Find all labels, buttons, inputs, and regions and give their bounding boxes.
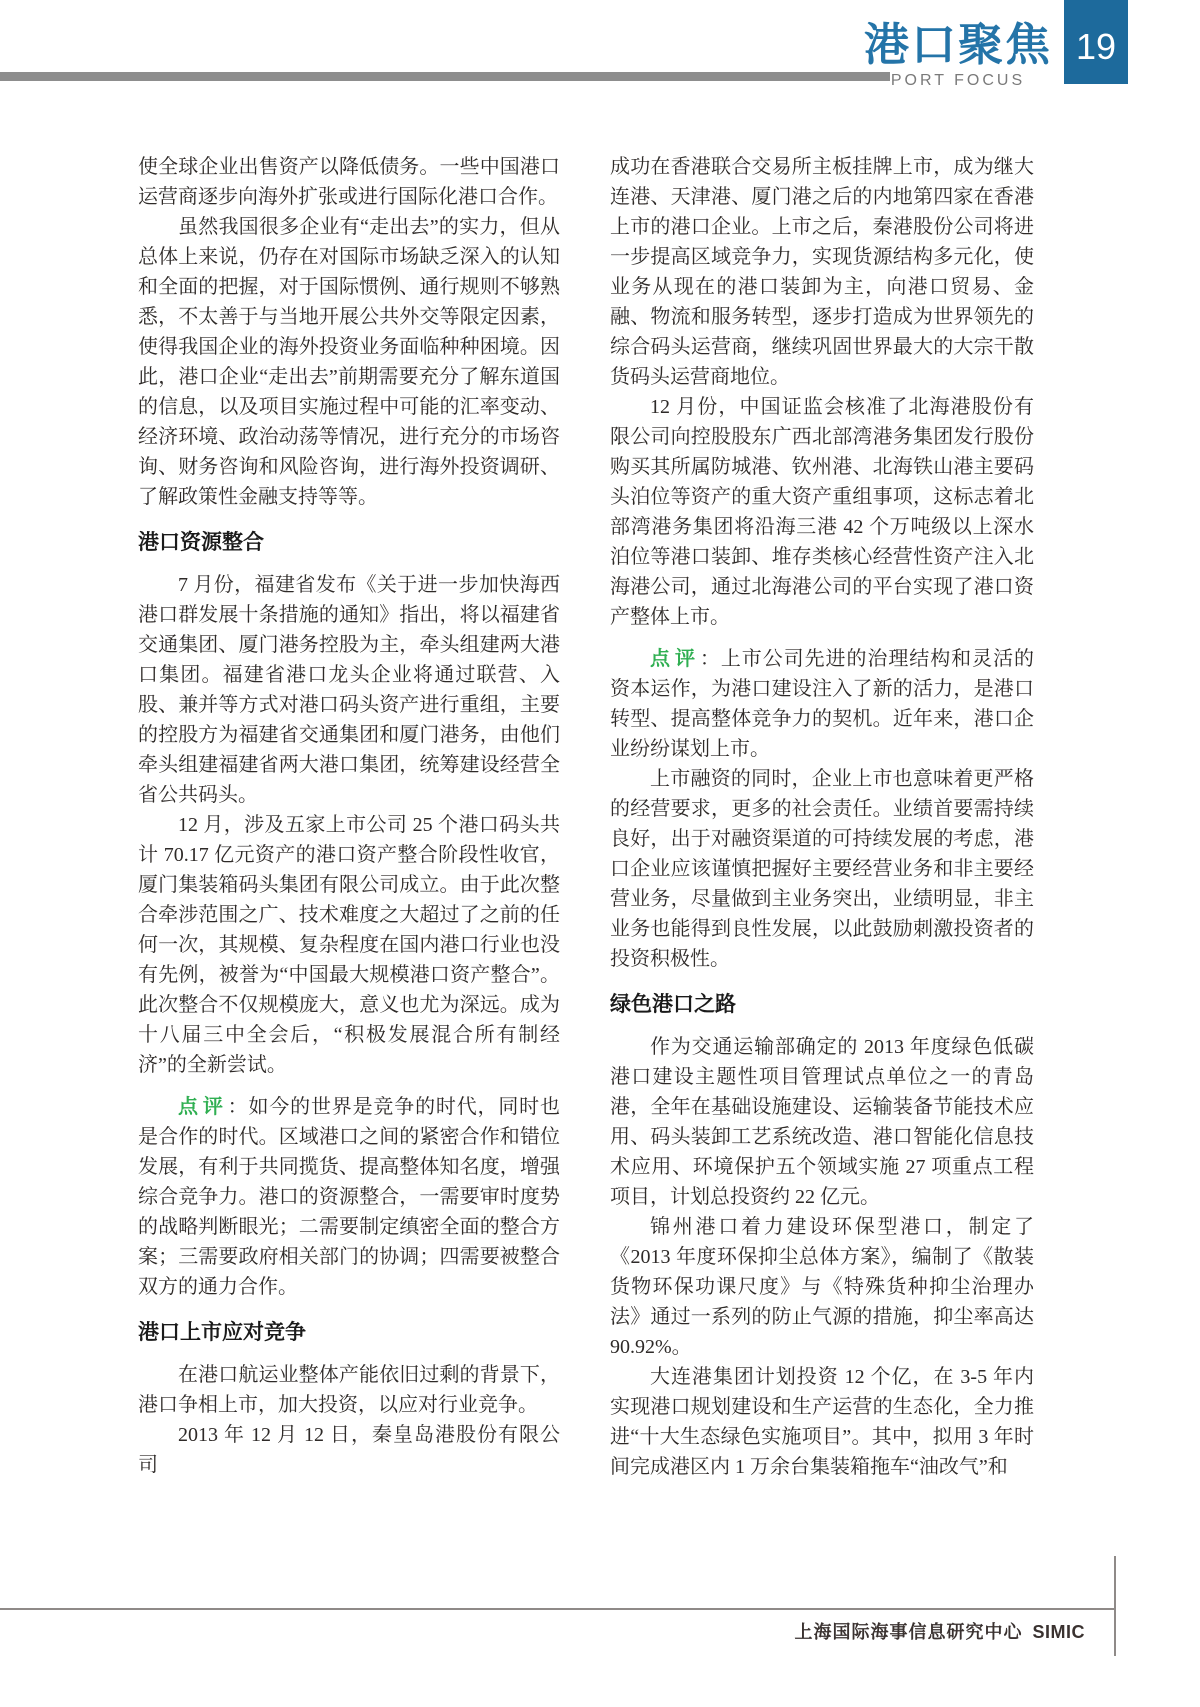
- footer-rule-vertical: [1114, 1556, 1116, 1656]
- page-title: 港口聚焦: [863, 19, 1052, 70]
- comment-paragraph: 点评：如今的世界是竞争的时代，同时也是合作的时代。区域港口之间的紧密合作和错位发展，有利于共同揽货、提高整体知名度，增强综合竞争力。港口的资源整合，一需要审时度势的战略判断眼光；二需要制定缜密全面的整合方案；三需要政府相关部门的协调；四需要被整合双方的通力合作。: [138, 1096, 561, 1298]
- body-paragraph: 上市融资的同时，企业上市也意味着更严格的经营要求，更多的社会责任。业绩首要需持续良好，出于对融资渠道的可持续发展的考虑，港口企业应该谨慎把握好主要经营业务和非主要经营业务，尽量做到主业务突出，业绩明显，非主业务也能得到良性发展，以此鼓励刺激投资者的投资积极性。: [610, 768, 1034, 970]
- section-heading: 港口上市应对竞争: [138, 1321, 306, 1344]
- body-paragraph: 12 月份，中国证监会核准了北海港股份有限公司向控股股东广西北部湾港务集团发行股份购买其所属防城港、钦州港、北海铁山港主要码头泊位等资产的重大资产重组事项，这标志着北部湾港务集团将沿海三港 42 个万吨级以上深水泊位等港口装卸、堆存类核心经营性资产注入北海港公司，通过北海港公司的平台实现了港口资产整体上市。: [610, 396, 1034, 628]
- footer-publisher-acronym: SIMIC: [1032, 1622, 1085, 1642]
- footer-publisher: [794, 1618, 1085, 1644]
- body-paragraph: 作为交通运输部确定的 2013 年度绿色低碳港口建设主题性项目管理试点单位之一的青岛港，全年在基础设施建设、运输装备节能技术应用、码头装卸工艺系统改造、港口智能化信息技术应用、环境保护五个领域实施 27 项重点工程项目，计划总投资约 22 亿元。: [610, 1036, 1034, 1208]
- body-paragraph: 使全球企业出售资产以降低债务。一些中国港口运营商逐步向海外扩张或进行国际化港口合作。: [138, 156, 560, 208]
- body-paragraph: 虽然我国很多企业有“走出去”的实力，但从总体上来说，仍存在对国际市场缺乏深入的认知和全面的把握，对于国际惯例、通行规则不够熟悉，不太善于与当地开展公共外交等限定因素，使得我国企业的海外投资业务面临种种困境。因此，港口企业“走出去”前期需要充分了解东道国的信息，以及项目实施过程中可能的汇率变动、经济环境、政治动荡等情况，进行充分的市场咨询、财务咨询和风险咨询，进行海外投资调研、了解政策性金融支持等等。: [138, 216, 560, 508]
- page-subtitle: PORT FOCUS: [890, 72, 1026, 89]
- body-paragraph: 大连港集团计划投资 12 个亿，在 3-5 年内实现港口规划建设和生产运营的生态化，全力推进“十大生态绿色实施项目”。其中，拟用 3 年时间完成港区内 1 万余台集装箱拖车“油改气”和: [610, 1366, 1034, 1478]
- section-heading: 港口资源整合: [138, 531, 264, 554]
- body-paragraph: 2013 年 12 月 12 日，秦皇岛港股份有限公司: [138, 1424, 560, 1476]
- body-paragraph: 成功在香港联合交易所主板挂牌上市，成为继大连港、天津港、厦门港之后的内地第四家在香港上市的港口企业。上市之后，秦港股份公司将进一步提高区域竞争力，实现货源结构多元化，使业务从现在的港口装卸为主，向港口贸易、金融、物流和服务转型，逐步打造成为世界领先的综合码头运营商，继续巩固世界最大的大宗干散货码头运营商地位。: [610, 156, 1034, 388]
- header-title-block: [863, 19, 1052, 90]
- footer-rule-horizontal: [0, 1608, 1115, 1610]
- footer-publisher-name: 上海国际海事信息研究中心: [794, 1622, 1023, 1642]
- right-column: [610, 152, 1034, 1482]
- comment-label: 点评: [650, 648, 700, 670]
- page-number-badge: [1064, 0, 1128, 84]
- section-heading: 绿色港口之路: [610, 993, 736, 1016]
- body-paragraph: 7 月份，福建省发布《关于进一步加快海西港口群发展十条措施的通知》指出，将以福建省交通集团、厦门港务控股为主，牵头组建两大港口集团。福建省港口龙头企业将通过联营、入股、兼并等方式对港口码头资产进行重组，主要的控股方为福建省交通集团和厦门港务，由他们牵头组建福建省两大港口集团，统筹建设经营全省公共码头。: [138, 574, 560, 806]
- page-number: 19: [1075, 26, 1117, 67]
- comment-paragraph: 点评：上市公司先进的治理结构和灵活的资本运作，为港口建设注入了新的活力，是港口转型、提高整体竞争力的契机。近年来，港口企业纷纷谋划上市。: [610, 648, 1035, 760]
- body-paragraph: 12 月，涉及五家上市公司 25 个港口码头共计 70.17 亿元资产的港口资产整合阶段性收官，厦门集装箱码头集团有限公司成立。由于此次整合牵涉范围之广、技术难度之大超过了之前的任何一次，其规模、复杂程度在国内港口行业也没有先例，被誉为“中国最大规模港口资产整合”。此次整合不仅规模庞大，意义也尤为深远。成为十八届三中全会后，“积极发展混合所有制经济”的全新尝试。: [138, 814, 560, 1076]
- left-column: [138, 152, 560, 1480]
- body-paragraph: 锦州港口着力建设环保型港口，制定了《2013 年度环保抑尘总体方案》，编制了《散装货物环保功课尺度》与《特殊货种抑尘治理办法》通过一系列的防止气源的措施，抑尘率高达 90.92%。: [610, 1216, 1034, 1358]
- body-paragraph: 在港口航运业整体产能依旧过剩的背景下，港口争相上市，加大投资，以应对行业竞争。: [138, 1364, 560, 1416]
- header-rule: [0, 72, 890, 81]
- comment-label: 点评: [178, 1096, 228, 1118]
